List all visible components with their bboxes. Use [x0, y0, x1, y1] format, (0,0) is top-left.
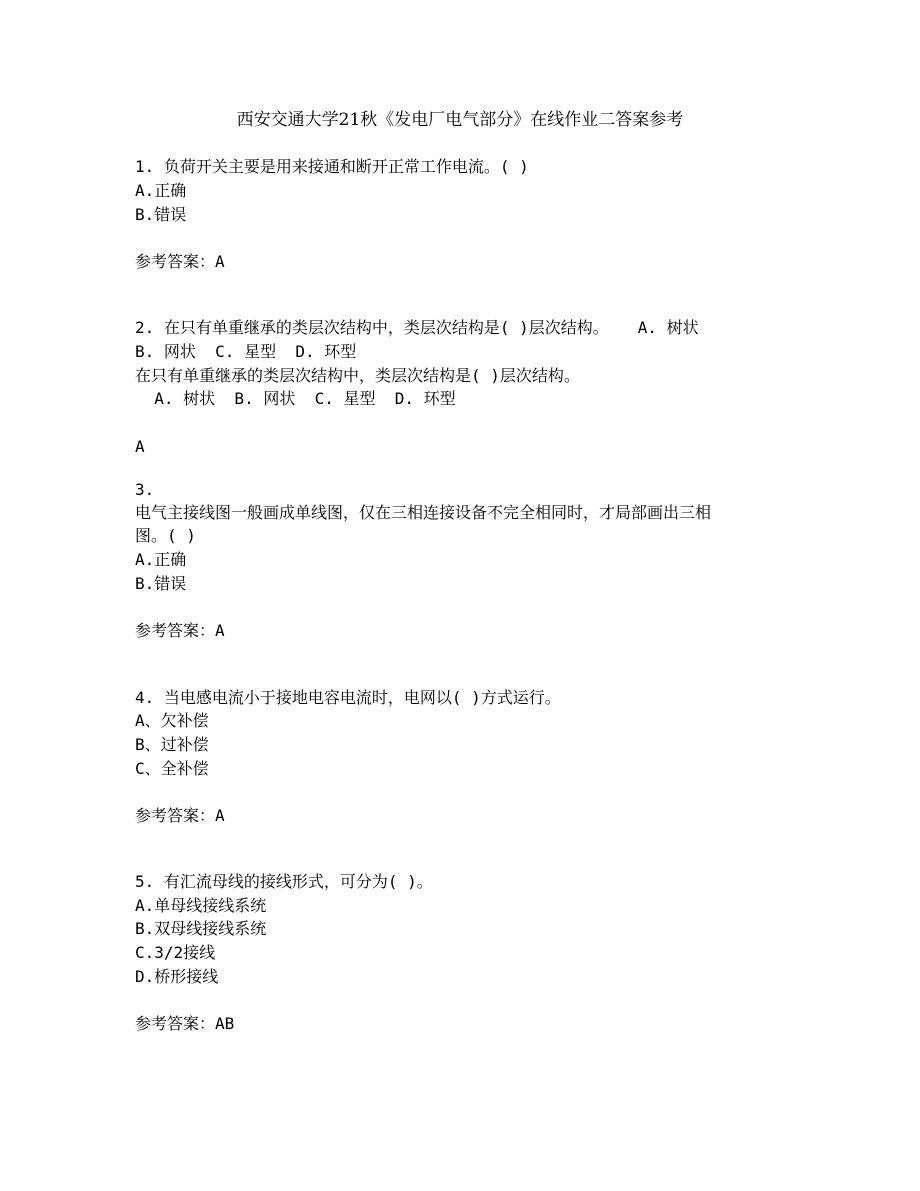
question-3-stem-line-2: 图。( )	[135, 526, 196, 545]
question-3-number: 3.	[135, 480, 155, 499]
question-2-repeat-line-2: A. 树状 B. 网状 C. 星型 D. 环型	[135, 389, 456, 408]
question-2-repeat-line-1: 在只有单重继承的类层次结构中，类层次结构是( )层次结构。	[135, 366, 580, 385]
question-5-option-c: C.3/2接线	[135, 943, 216, 962]
question-1-answer: 参考答案：A	[135, 252, 225, 271]
question-1-option-b: B.错误	[135, 205, 187, 224]
question-3-answer: 参考答案：A	[135, 621, 225, 640]
question-4-option-c: C、全补偿	[135, 759, 209, 778]
question-1-option-a: A.正确	[135, 181, 187, 200]
question-3-stem-line-1: 电气主接线图一般画成单线图，仅在三相连接设备不完全相同时，才局部画出三相	[135, 503, 712, 522]
document-title: 西安交通大学21秋《发电厂电气部分》在线作业二答案参考	[236, 110, 684, 130]
question-1-stem: 1. 负荷开关主要是用来接通和断开正常工作电流。( )	[135, 157, 529, 176]
question-3-option-a: A.正确	[135, 550, 187, 569]
question-4-option-b: B、过补偿	[135, 735, 209, 754]
question-2-answer: A	[135, 437, 145, 456]
question-4-stem: 4. 当电感电流小于接地电容电流时，电网以( )方式运行。	[135, 688, 561, 707]
question-5-stem: 5. 有汇流母线的接线形式，可分为( )。	[135, 872, 433, 891]
question-5-option-d: D.桥形接线	[135, 967, 219, 986]
question-3-option-b: B.错误	[135, 574, 187, 593]
question-2-stem-line-2: B. 网状 C. 星型 D. 环型	[135, 342, 357, 361]
question-5-option-b: B.双母线接线系统	[135, 919, 267, 938]
question-4-answer: 参考答案：A	[135, 806, 225, 825]
question-5-answer: 参考答案：AB	[135, 1014, 235, 1033]
question-5-option-a: A.单母线接线系统	[135, 896, 267, 915]
question-4-option-a: A、欠补偿	[135, 711, 209, 730]
question-2-stem-line-1: 2. 在只有单重继承的类层次结构中，类层次结构是( )层次结构。 A. 树状	[135, 318, 699, 337]
